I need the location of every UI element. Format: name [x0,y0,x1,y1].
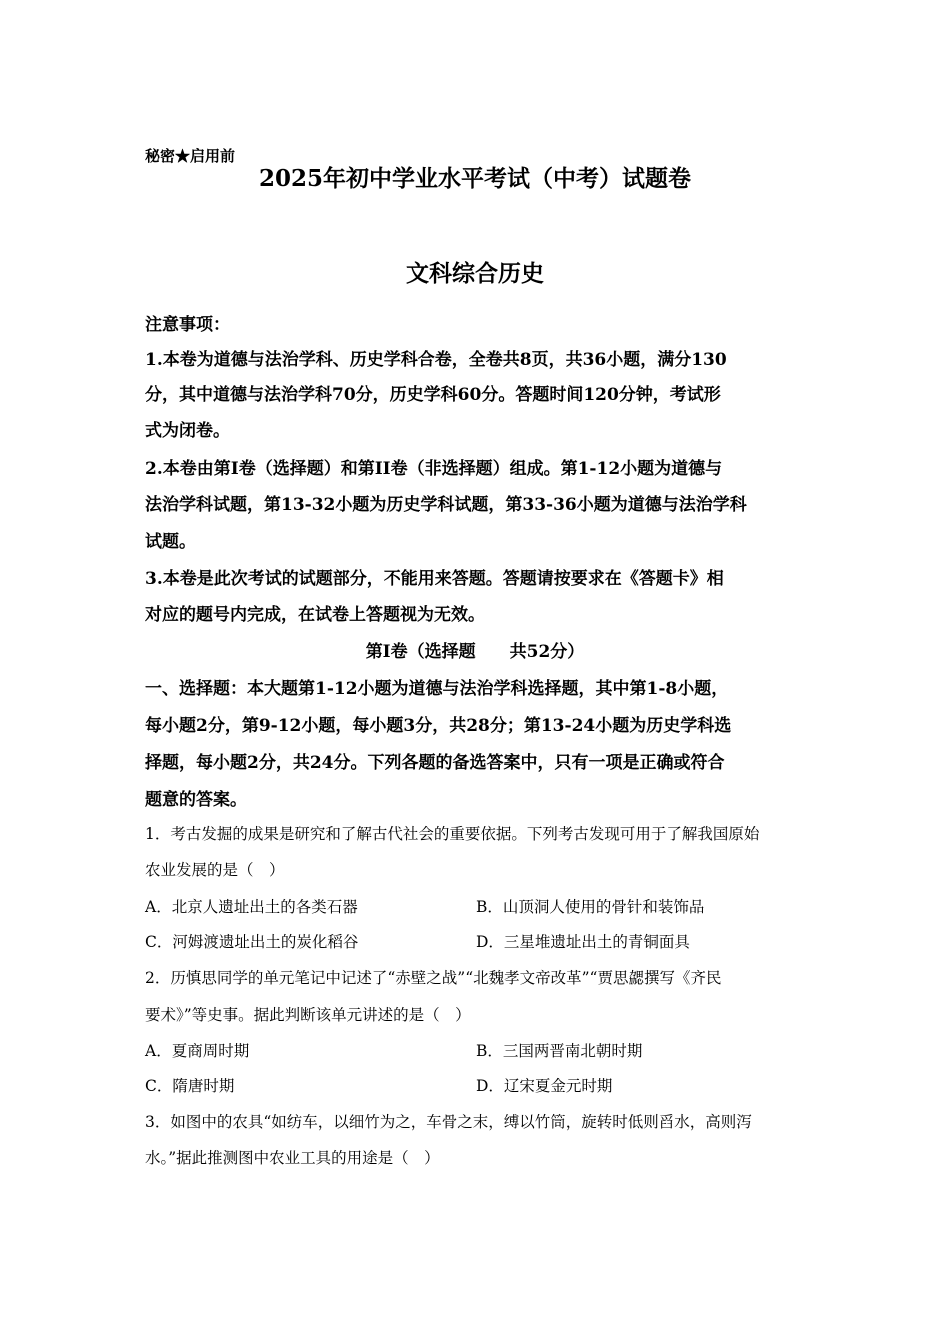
question-3-stem: 3．如图中的农具“如纺车，以细竹为之，车骨之末，缚以竹筒，旋转时低则舀水，高则泻 [145,1113,752,1131]
exam-subtitle: 文科综合历史 [406,260,544,287]
notes-line: 3.本卷是此次考试的试题部分，不能用来答题。答题请按要求在《答题卡》相 [145,569,724,589]
exam-title: 2025年初中学业水平考试（中考）试题卷 [258,165,691,192]
section-instruction: 每小题2分，第9-12小题，每小题3分，共28分；第13-24小题为历史学科选 [145,716,732,736]
question-3-stem: 水。”据此推测图中农业工具的用途是（ ） [145,1149,440,1167]
section-heading [0,637,950,662]
question-1-stem: 农业发展的是（ ） [145,861,285,879]
question-1-option-d: D．三星堆遗址出土的青铜面具 [476,933,690,951]
section-instruction: 一、选择题：本大题第1-12小题为道德与法治学科选择题，其中第1-8小题， [145,679,729,699]
question-2-option-b: B．三国两晋南北朝时期 [476,1042,643,1060]
notes-line: 式为闭卷。 [145,421,230,441]
question-1-option-b: B．山顶洞人使用的骨针和装饰品 [476,898,705,916]
notes-heading: 注意事项： [145,315,230,335]
question-2-stem: 2．历慎思同学的单元笔记中记述了“赤壁之战”“北魏孝文帝改革”“贾思勰撰写《齐民 [145,969,722,987]
section-heading-right: 共52分） [509,642,585,662]
question-1-option-c: C．河姆渡遗址出土的炭化稻谷 [145,933,359,951]
section-instruction: 题意的答案。 [145,790,247,810]
notes-line: 法治学科试题，第13-32小题为历史学科试题，第33-36小题为道德与法治学科 [145,495,747,515]
notes-line: 2.本卷由第I卷（选择题）和第II卷（非选择题）组成。第1-12小题为道德与 [145,459,723,479]
question-2-option-d: D．辽宋夏金元时期 [476,1077,613,1095]
notes-line: 对应的题号内完成，在试卷上答题视为无效。 [145,605,485,625]
question-1-option-a: A．北京人遗址出土的各类石器 [145,898,358,916]
question-1-stem: 1．考古发掘的成果是研究和了解古代社会的重要依据。下列考古发现可用于了解我国原始 [145,825,760,843]
question-2-option-a: A．夏商周时期 [145,1042,250,1060]
confidential-mark: 秘密★启用前 [145,147,236,165]
question-2-option-c: C．隋唐时期 [145,1077,235,1095]
section-instruction: 择题，每小题2分，共24分。下列各题的备选答案中，只有一项是正确或符合 [145,753,725,773]
notes-line: 试题。 [145,532,196,552]
question-2-stem: 要术》”等史事。据此判断该单元讲述的是（ ） [145,1006,471,1024]
notes-line: 分，其中道德与法治学科70分，历史学科60分。答题时间120分钟，考试形 [145,385,721,405]
section-heading-left: 第I卷（选择题 [365,642,476,662]
notes-line: 1.本卷为道德与法治学科、历史学科合卷，全卷共8页，共36小题，满分130 [145,350,727,370]
